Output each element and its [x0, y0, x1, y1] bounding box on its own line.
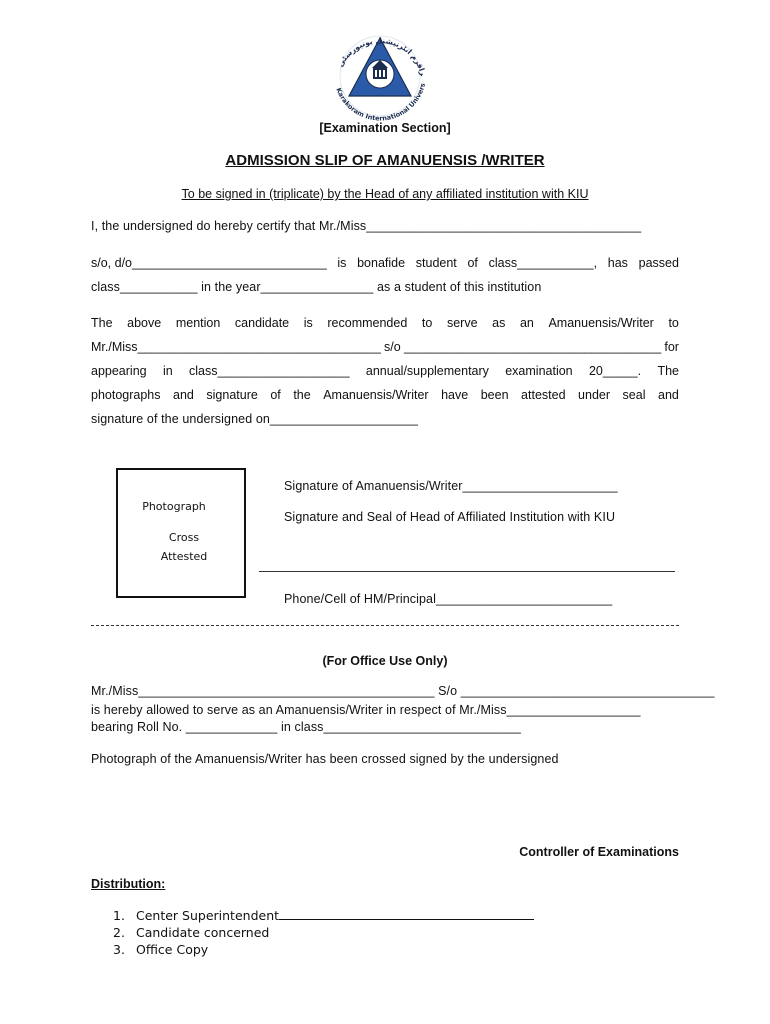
word: of: [270, 388, 281, 402]
certify-class-line: [91, 256, 679, 270]
word: student: [415, 256, 457, 270]
word: of: [467, 256, 478, 270]
word: _____________________________________: [403, 340, 662, 354]
certify-line: I, the undersigned do hereby certify that Mr./Miss_______________________________________: [91, 219, 642, 233]
office-use-heading: (For Office Use Only): [322, 654, 448, 668]
word: to: [421, 316, 433, 330]
page-title: ADMISSION SLIP OF AMANUENSIS /WRITER: [225, 152, 545, 169]
word: The: [91, 316, 113, 330]
office-line-1: Mr./Miss__________________________________________ S/o ____________________________________: [91, 684, 715, 698]
word: mention: [175, 316, 221, 330]
word: in: [162, 364, 173, 378]
phone-line: Phone/Cell of HM/Principal_________________________: [284, 592, 613, 606]
recommend-line-3: [91, 364, 679, 378]
word: serve: [446, 316, 478, 330]
word: Amanuensis/Writer: [548, 316, 654, 330]
cross-label: Cross: [168, 531, 200, 544]
section-label: [Examination Section]: [319, 121, 451, 135]
word: The: [657, 364, 679, 378]
office-line-4: Photograph of the Amanuensis/Writer has been crossed signed by the undersigned: [91, 752, 559, 766]
kiu-logo: [325, 24, 435, 126]
word: s/o: [384, 340, 401, 354]
kiu-logo-emblem: [325, 24, 435, 126]
word: recommended: [327, 316, 408, 330]
word: Amanuensis/Writer: [323, 388, 429, 402]
photo-label: Photograph: [142, 500, 206, 513]
logo-arc-english: Karakoram International Univers: [334, 82, 428, 123]
word: above: [127, 316, 162, 330]
list-label: Office Copy: [136, 942, 209, 957]
office-line-2: is hereby allowed to serve as an Amanuensis/Writer in respect of Mr./Miss___________________: [91, 703, 641, 717]
word: bonafide: [357, 256, 406, 270]
cut-separator: [91, 625, 679, 626]
word: appearing: [91, 364, 147, 378]
word: class___________________: [189, 364, 350, 378]
list-item: [113, 907, 534, 925]
word: have: [441, 388, 469, 402]
signature-underline: [279, 907, 534, 920]
page-subtitle: To be signed in (triplicate) by the Head of any affiliated institution with KIU: [181, 187, 589, 201]
word: under: [578, 388, 611, 402]
logo-arc-urdu: راقرم انٹرنیشنل یونیورسٹی: [335, 36, 428, 77]
word: the: [293, 388, 311, 402]
word: is: [303, 316, 313, 330]
word: seal: [622, 388, 646, 402]
controller-label: Controller of Examinations: [519, 845, 679, 859]
recommend-line-2: [91, 340, 679, 354]
list-label: Candidate concerned: [136, 924, 270, 940]
recommend-line-1: [91, 316, 679, 330]
word: for: [664, 340, 679, 354]
writer-signature-line: Signature of Amanuensis/Writer______________________: [284, 479, 618, 493]
word: passed: [638, 256, 679, 270]
word: been: [480, 388, 509, 402]
certify-year-line: class___________ in the year________________ as a student of this institution: [91, 280, 542, 294]
word: an: [519, 316, 534, 330]
list-item: [113, 925, 534, 943]
word: annual/supplementary: [365, 364, 489, 378]
word: has: [607, 256, 628, 270]
list-item: [113, 942, 534, 960]
word: examination: [505, 364, 573, 378]
word: candidate: [234, 316, 290, 330]
list-number: 3.: [113, 942, 125, 957]
photograph-box: [116, 468, 246, 598]
word: signature: [206, 388, 258, 402]
distribution-heading: Distribution:: [91, 877, 166, 891]
list-label: Center Superintendent: [136, 908, 280, 923]
word: attested: [521, 388, 566, 402]
word: photographs: [91, 388, 161, 402]
list-number: 1.: [113, 908, 125, 923]
so-do-blank: s/o, d/o____________________________: [91, 256, 327, 270]
word: and: [658, 388, 679, 402]
office-line-3: bearing Roll No. _____________ in class____________________________: [91, 720, 521, 734]
recommend-line-4: [91, 388, 679, 402]
word: and: [173, 388, 194, 402]
list-number: 2.: [113, 924, 125, 940]
word: to: [668, 316, 679, 330]
head-signature-label: Signature and Seal of Head of Affiliated Institution with KIU: [284, 510, 616, 524]
attested-label: Attested: [160, 550, 208, 563]
recommend-line-5: signature of the undersigned on_____________________: [91, 412, 419, 426]
word: 20_____.: [588, 364, 642, 378]
word: as: [492, 316, 506, 330]
class-blank: class___________,: [488, 256, 598, 270]
head-signature-line: [259, 571, 675, 572]
distribution-list: [113, 907, 534, 960]
word: is: [337, 256, 347, 270]
word: Mr./Miss___________________________________: [91, 340, 381, 354]
